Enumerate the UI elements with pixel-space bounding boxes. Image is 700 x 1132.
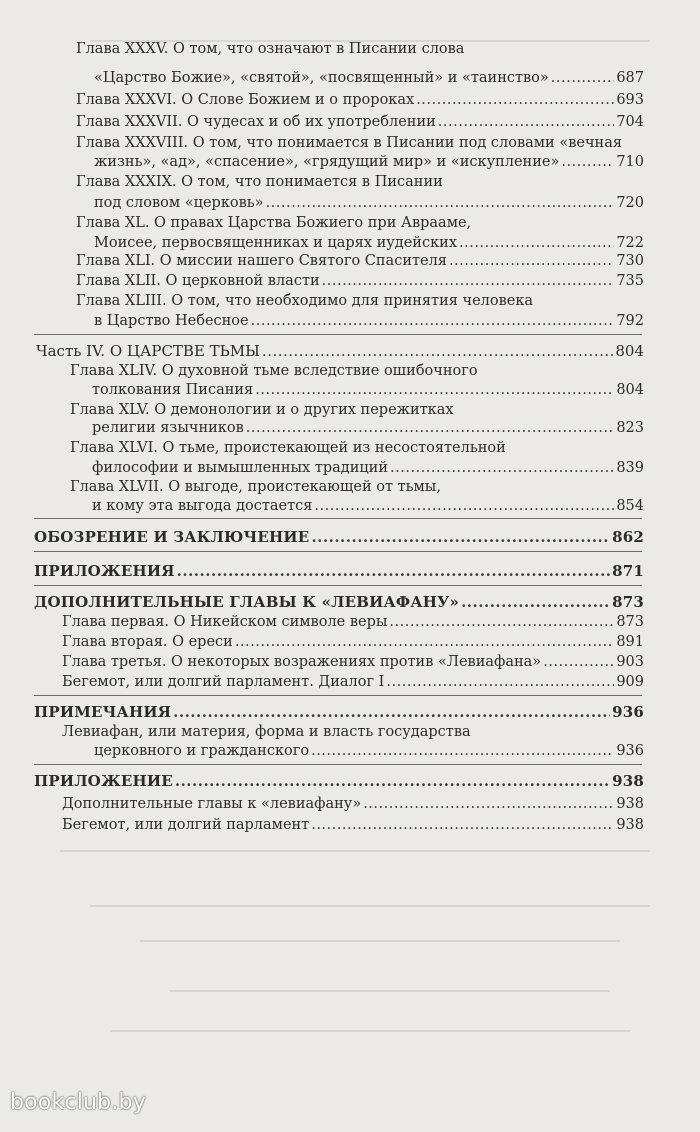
toc-entry (94, 152, 644, 172)
toc-section (34, 592, 644, 612)
dot-leader (311, 741, 614, 761)
dot-leader (173, 702, 610, 722)
page-number: 871 (612, 562, 644, 580)
toc-entry-line: Левиафан, или материя, форма и власть государства (62, 724, 471, 740)
dot-leader (543, 652, 614, 672)
dot-leader (262, 341, 613, 361)
toc-entry-line: Глава XLV. О демонологии и о других пережитках (70, 402, 454, 418)
toc-entry (94, 193, 644, 213)
toc-entry (76, 90, 644, 110)
page-number: 792 (616, 313, 644, 329)
toc-section (34, 771, 644, 791)
toc-entry-title: Глава XXXVI. О Слове Божием и о пророках (76, 92, 415, 108)
divider (34, 551, 642, 552)
page-number: 936 (612, 703, 644, 721)
toc-entry-title: Бегемот, или долгий парламент. Диалог I (62, 674, 385, 690)
toc-entry-line: Глава XLIII. О том, что необходимо для принятия человека (76, 293, 534, 309)
show-through (110, 1030, 630, 1032)
toc-entry-line: Глава XXXVIII. О том, что понимается в Писании под словами «вечная (76, 135, 622, 151)
site-watermark: bookclub.by (10, 1090, 146, 1115)
toc-entry (76, 271, 644, 291)
dot-leader (416, 90, 614, 110)
toc-entry-title: жизнь», «ад», «спасение», «грядущий мир» и «искупление» (94, 154, 560, 170)
page-number: 891 (616, 634, 644, 650)
page-number: 687 (616, 70, 644, 86)
divider (34, 518, 642, 519)
page-number: 936 (616, 743, 644, 759)
page-number: 903 (616, 654, 644, 670)
toc-entry (94, 311, 644, 331)
page-number: 804 (615, 342, 644, 360)
dot-leader (551, 68, 615, 88)
page-number: 693 (616, 92, 644, 108)
page-number: 854 (616, 498, 644, 514)
dot-leader (177, 561, 610, 581)
divider (34, 585, 642, 586)
page-number: 909 (616, 674, 644, 690)
divider (34, 334, 642, 335)
dot-leader (175, 771, 610, 791)
show-through (140, 940, 620, 942)
dot-leader (386, 672, 614, 692)
toc-section-title: ПРИМЕЧАНИЯ (34, 703, 172, 721)
page-number: 730 (616, 253, 644, 269)
toc-entry-title: философии и вымышленных традиций (92, 460, 389, 476)
toc-entry-title: Глава XLI. О миссии нашего Святого Спасителя (76, 253, 447, 269)
toc-entry-title: Глава вторая. О ереси (62, 634, 233, 650)
toc-entry (92, 458, 644, 478)
toc-section-title: ПРИЛОЖЕНИЯ (34, 562, 175, 580)
toc-entry (62, 815, 644, 835)
dot-leader (322, 271, 615, 291)
page-number: 938 (612, 772, 644, 790)
toc-entry (92, 496, 644, 516)
toc-part-title: Часть IV. О ЦАРСТВЕ ТЬМЫ (36, 342, 260, 360)
toc-entry (92, 380, 644, 400)
show-through (60, 850, 650, 852)
toc-section (34, 561, 644, 581)
toc-entry-line: Глава XXXV. О том, что означают в Писании слова (76, 41, 465, 57)
toc-entry-title: Дополнительные главы к «левиафану» (62, 796, 362, 812)
toc-entry-title: «Царство Божие», «святой», «посвященный» и «таинство» (94, 70, 549, 86)
dot-leader (459, 233, 614, 253)
toc-entry-title: Бегемот, или долгий парламент (62, 817, 310, 833)
toc-section-title: ОБОЗРЕНИЕ И ЗАКЛЮЧЕНИЕ (34, 528, 310, 546)
toc-entry (94, 741, 644, 761)
toc-entry (62, 632, 644, 652)
dot-leader (438, 112, 615, 132)
dot-leader (235, 632, 615, 652)
page-number: 823 (616, 420, 644, 436)
toc-entry-line: Глава XXXIX. О том, что понимается в Писании (76, 174, 443, 190)
toc-entry (62, 612, 644, 632)
dot-leader (390, 458, 614, 478)
toc-entry-title: Глава XXXVII. О чудесах и об их употреблении (76, 114, 436, 130)
toc-section (34, 702, 644, 722)
page-number: 839 (616, 460, 644, 476)
toc-entry-line: Глава XLIV. О духовной тьме вследствие ошибочного (70, 363, 478, 379)
toc-entry-title: в Царство Небесное (94, 313, 249, 329)
toc-entry (92, 418, 644, 438)
toc-entry (62, 652, 644, 672)
page-number: 862 (612, 528, 644, 546)
toc-entry (76, 251, 644, 271)
toc-entry-title: Глава первая. О Никейском символе веры (62, 614, 388, 630)
toc-entry-line: Глава XL. О правах Царства Божиего при Аврааме, (76, 215, 472, 231)
dot-leader (314, 496, 614, 516)
toc-entry-title: под словом «церковь» (94, 195, 264, 211)
dot-leader (251, 311, 615, 331)
divider (34, 695, 642, 696)
toc-entry-title: церковного и гражданского (94, 743, 310, 759)
toc-entry (94, 68, 644, 88)
toc-entry-title: религии язычников (92, 420, 244, 436)
dot-leader (449, 251, 614, 271)
toc-entry (62, 672, 644, 692)
page-number: 704 (616, 114, 644, 130)
dot-leader (363, 794, 614, 814)
toc-part (36, 341, 644, 361)
page-number: 938 (616, 817, 644, 833)
dot-leader (311, 527, 610, 547)
show-through (90, 905, 650, 907)
dot-leader (311, 815, 614, 835)
toc-entry-line: Глава XLVI. О тьме, проистекающей из несостоятельной (70, 440, 506, 456)
show-through (170, 990, 610, 992)
toc-entry-title: Глава третья. О некоторых возражениях против «Левиафана» (62, 654, 542, 670)
toc-section-title: ПРИЛОЖЕНИЕ (34, 772, 173, 790)
page-number: 720 (616, 195, 644, 211)
dot-leader (255, 380, 614, 400)
toc-entry-title: и кому эта выгода достается (92, 498, 313, 514)
toc-entry (62, 794, 644, 814)
page-number: 873 (616, 614, 644, 630)
page-number: 710 (616, 154, 644, 170)
toc-section-title: ДОПОЛНИТЕЛЬНЫЕ ГЛАВЫ К «ЛЕВИАФАНУ» (34, 593, 460, 611)
dot-leader (561, 152, 614, 172)
toc-entry-line: Глава XLVII. О выгоде, проистекающей от тьмы, (70, 479, 441, 495)
divider (34, 764, 642, 765)
toc-section (34, 527, 644, 547)
page-number: 873 (612, 593, 644, 611)
page-number: 735 (616, 273, 644, 289)
page-number: 804 (616, 382, 644, 398)
dot-leader (389, 612, 614, 632)
page-number: 722 (616, 235, 644, 251)
dot-leader (246, 418, 615, 438)
toc-entry-title: Моисее, первосвященниках и царях иудейских (94, 235, 457, 251)
toc-entry-title: толкования Писания (92, 382, 254, 398)
page-number: 938 (616, 796, 644, 812)
toc-entry (94, 233, 644, 253)
dot-leader (266, 193, 615, 213)
toc-entry (76, 112, 644, 132)
dot-leader (461, 592, 610, 612)
toc-entry-title: Глава XLII. О церковной власти (76, 273, 320, 289)
